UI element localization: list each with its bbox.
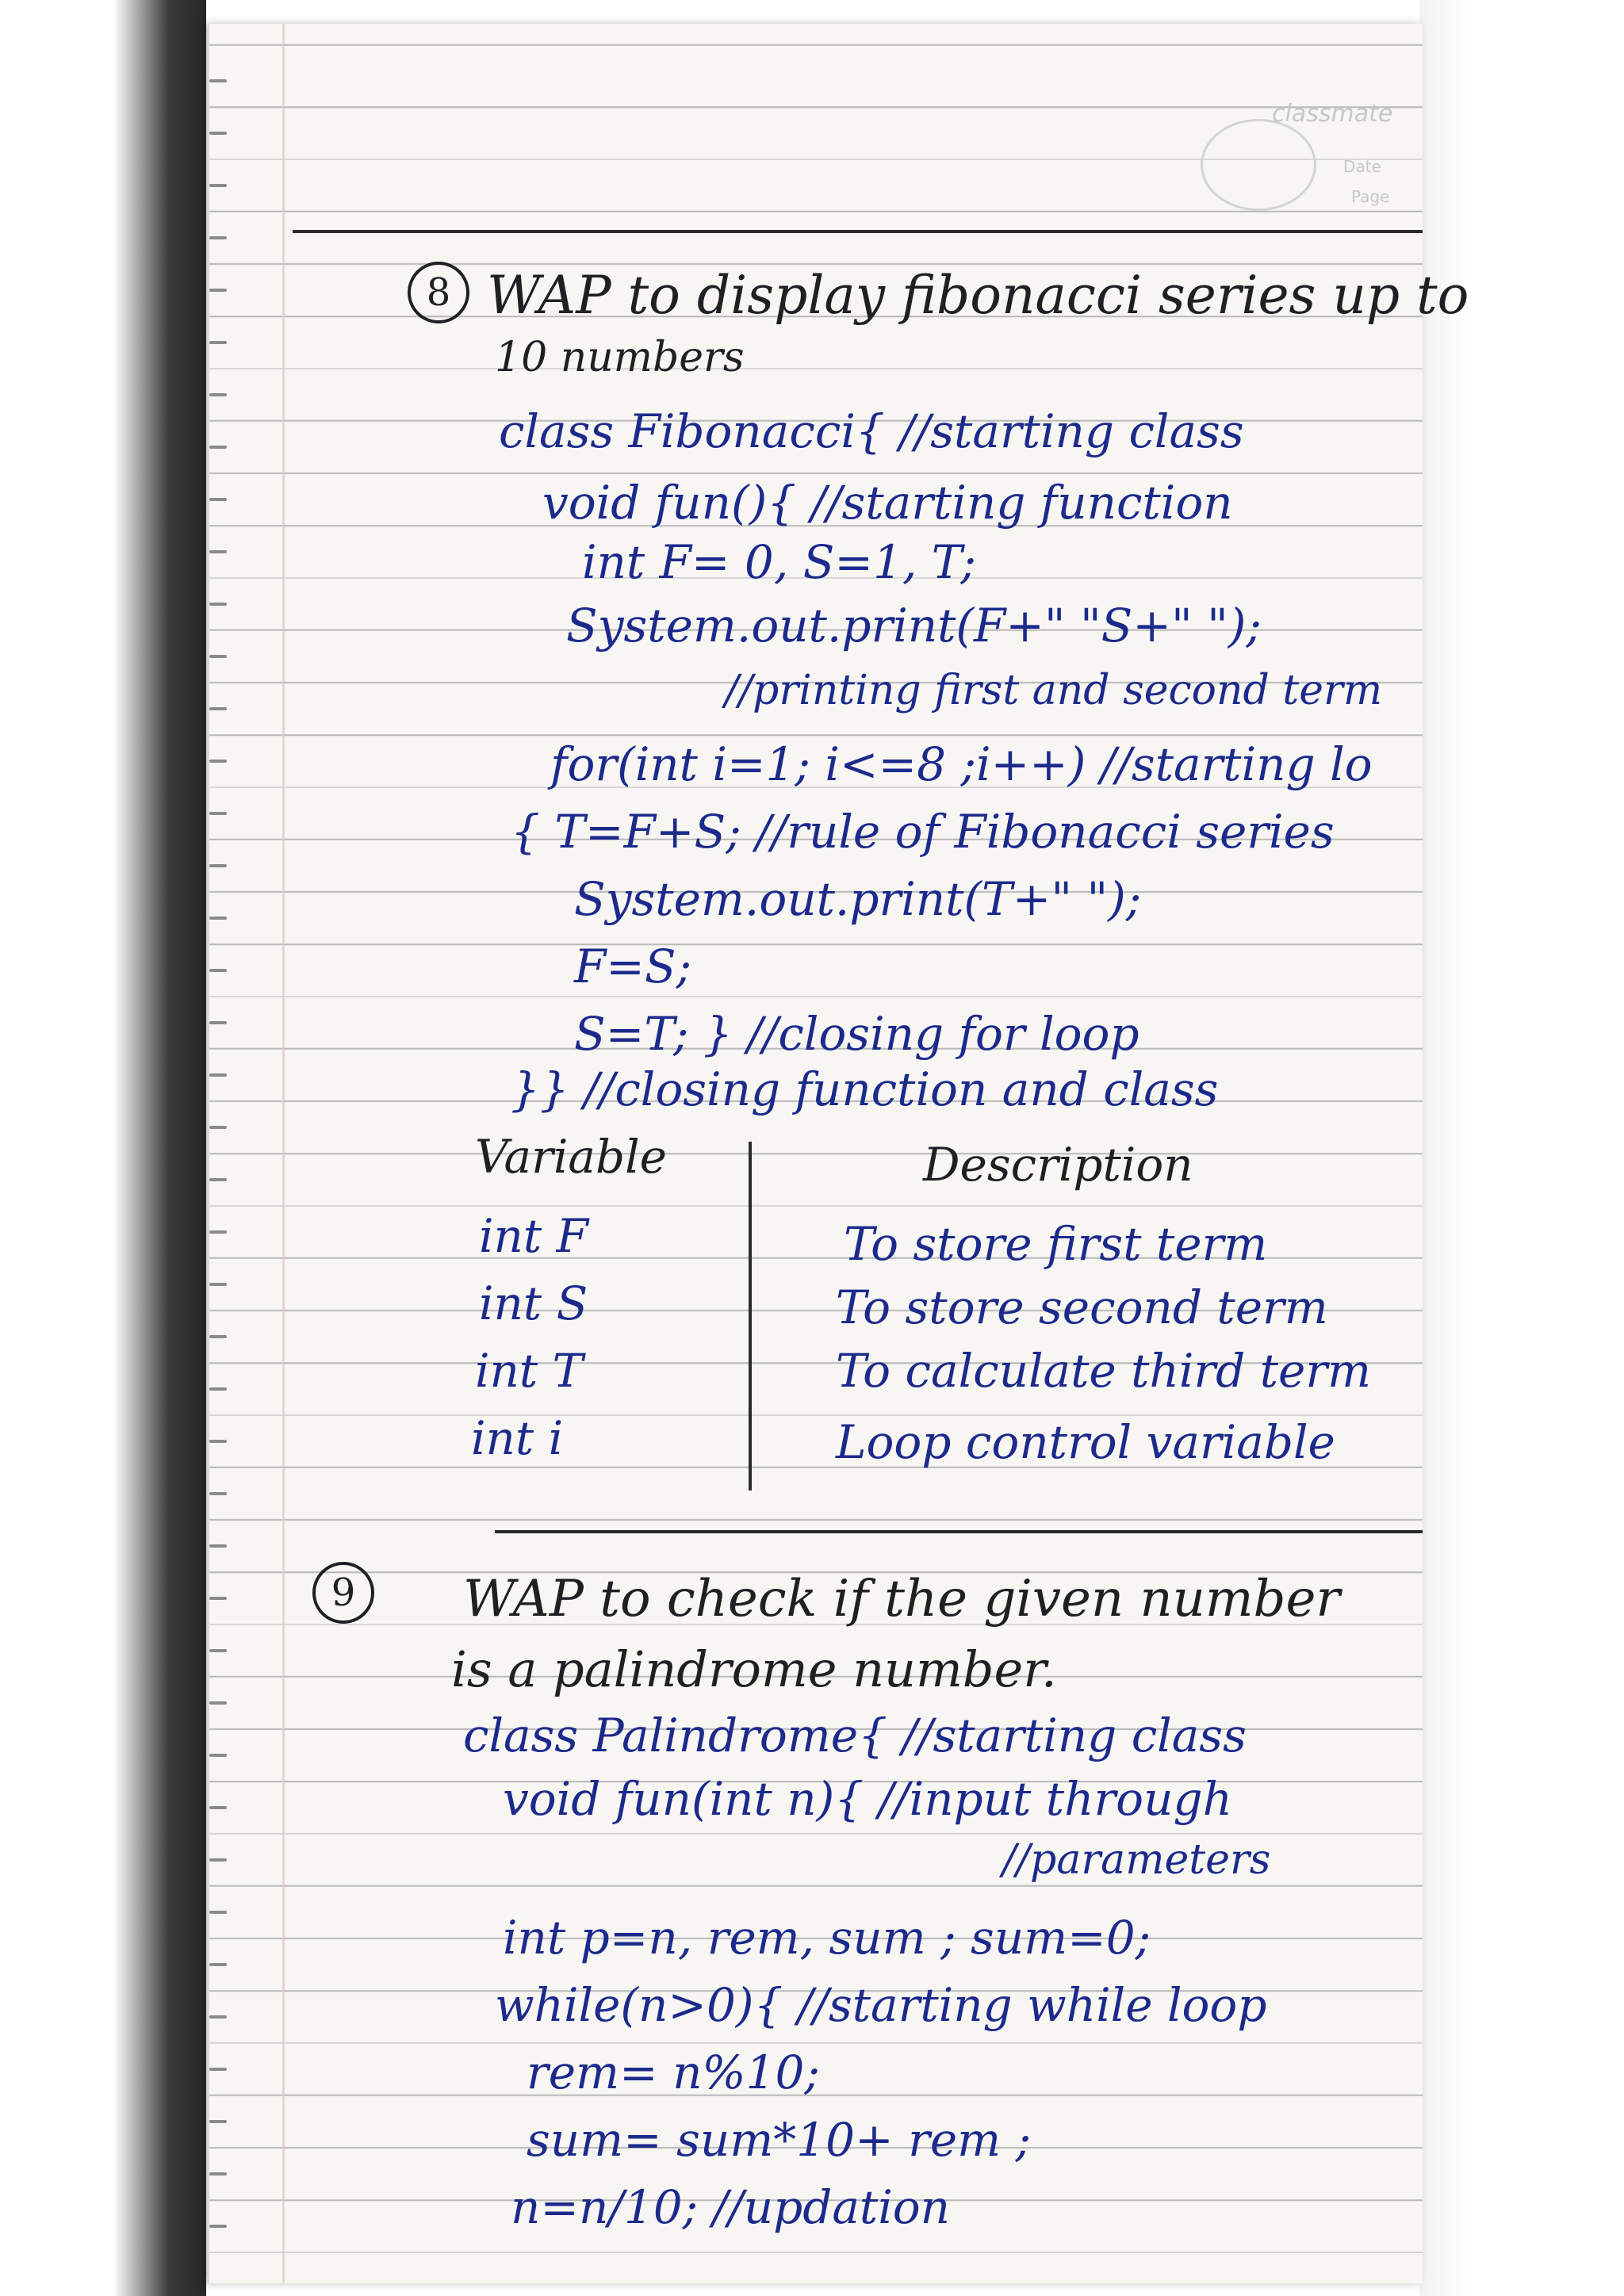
q9-code-line: void fun(int n){ //input through (503, 1772, 1232, 1826)
table-cell-description: To calculate third term (836, 1344, 1372, 1398)
table-cell-variable: int S (479, 1276, 588, 1330)
q9-code-line: while(n>0){ //starting while loop (495, 1978, 1267, 2032)
table-cell-description: Loop control variable (836, 1415, 1335, 1469)
q9-title-line1: WAP to check if the given number (463, 1570, 1340, 1628)
date-label: Date (1343, 157, 1381, 176)
table-cell-description: To store first term (844, 1217, 1268, 1271)
q8-code-line: int F= 0, S=1, T; (582, 535, 976, 589)
q8-code-line: System.out.print(F+" "S+" "); (566, 599, 1262, 652)
page-margin-line (282, 24, 285, 2283)
brand-name: classmate (1272, 100, 1393, 128)
table-header-description: Description (923, 1138, 1193, 1192)
brand-watermark (1185, 95, 1407, 222)
q8-code-line: System.out.print(T+" "); (574, 872, 1142, 926)
top-divider (293, 230, 1423, 233)
table-cell-description: To store second term (836, 1280, 1328, 1334)
table-cell-variable: int i (471, 1411, 564, 1465)
table-cell-variable: int F (479, 1209, 588, 1263)
spiral-holes (206, 24, 238, 2283)
q8-code-line: void fun(){ //starting function (542, 476, 1233, 530)
section-divider (495, 1530, 1423, 1533)
table-header-variable: Variable (475, 1130, 667, 1184)
q8-code-line: class Fibonacci{ //starting class (499, 404, 1244, 458)
q9-title-line2: is a palindrome number. (451, 1640, 1057, 1698)
q8-code-line: }} //closing function and class (511, 1062, 1219, 1116)
q9-code-line: sum= sum*10+ rem ; (527, 2113, 1032, 2167)
question-number-9: 9 (312, 1562, 374, 1624)
table-cell-variable: int T (475, 1344, 584, 1398)
page-right-margin (1419, 0, 1624, 2296)
q9-code-line: rem= n%10; (527, 2045, 820, 2099)
q8-title-line1: WAP to display fibonacci series up to (487, 265, 1469, 326)
notebook-page (208, 24, 1469, 2283)
q8-code-line: for(int i=1; i<=8 ;i++) //starting lo (550, 737, 1373, 791)
page-label: Page (1351, 187, 1390, 206)
q8-code-line: F=S; (574, 939, 692, 993)
q8-code-line: S=T; } //closing for loop (574, 1007, 1139, 1061)
table-divider (749, 1142, 752, 1490)
brand-logo-icon (1201, 119, 1316, 211)
q9-code-line: int p=n, rem, sum ; sum=0; (503, 1911, 1151, 1965)
q8-title-line2: 10 numbers (495, 334, 745, 381)
q8-code-line: //printing first and second term (725, 667, 1383, 714)
q9-code-line: class Palindrome{ //starting class (463, 1709, 1247, 1762)
q8-code-line: { T=F+S; //rule of Fibonacci series (511, 805, 1335, 859)
q9-code-line: n=n/10; //updation (511, 2180, 951, 2234)
notebook-binding-shadow (0, 0, 206, 2296)
question-number-8: 8 (408, 262, 469, 323)
q9-code-line: //parameters (1002, 1836, 1271, 1884)
